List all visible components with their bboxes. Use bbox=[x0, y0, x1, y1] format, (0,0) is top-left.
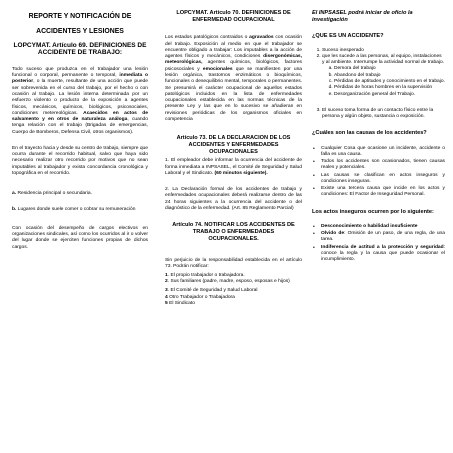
article-74-title: Artículo 74. NOTIFICAR LOS ACCIDENTES DE TRABAJO O ENFERMEDADES OCUPACIONALES. bbox=[172, 222, 295, 242]
question-unsafe-acts: Los actos inseguros ocurren por lo siguiente: bbox=[312, 208, 434, 215]
item-a: a. Residencia principal o secundaria. bbox=[12, 191, 92, 197]
notify-item: 4 Otro Trabajador o Trabajadora bbox=[165, 294, 235, 300]
bullet-icon: • bbox=[313, 223, 315, 230]
list-item: • Existe una tercera causa que incide en los actos y condiciones: El Factor de Inseguridad Personal. bbox=[313, 186, 445, 198]
list-item: • Desconocimiento o habilidad insuficiente bbox=[313, 223, 418, 230]
bullet-icon: • bbox=[313, 145, 315, 152]
list-item: • Indiferencia de actitud a la protección y seguridad: conoce la regla y la causa que puede ocasionar el incumplimiento. bbox=[313, 244, 445, 263]
accident-definition-paragraph: Todo suceso que produzca en el trabajador una lesión funcional o corporal, permanente o temporal, inmediata o posterior, o la muerte, resultante de una acción que puede ser sobrevenida en el curso del trabajo, por el hecho o con ocasión al trabajo. La lesión interna determinada por un esfuerzo violento o producto de la exposición a agentes físicos, mecánicos, químicos, biológicos, psicosociales, condiciones metereológicas. Acaecidos en actos de salvamento y en otros de naturaleza análoga, cuando tenga relación con el trabajo (Brigadas de emergencias, Cuerpo de Bomberos, Defensa Civil, otros organismos). bbox=[12, 66, 149, 135]
accident-definition-list bbox=[312, 48, 445, 98]
question-what-is-accident: ¿QUE ES UN ACCIDENTE? bbox=[312, 32, 384, 39]
list-item: 3. El suceso toma forma de un contacto físico entre la persona y algún objeto, sustancia o exposición. bbox=[322, 108, 445, 121]
list-item: • Olvido de: Omisión de un paso, de una regla, de una tarea. bbox=[313, 231, 445, 243]
list-item: c. Pérdidas de aptitudes y conocimiento en el trabajo. bbox=[334, 79, 445, 85]
list-item: e. Desorganización general del Trabajo. bbox=[334, 92, 445, 98]
declaration-point-1: 1. El empleador debe informar la ocurrencia del accidente de forma inmediata a INPSASEL, el Comité de Seguridad y Salud Laboral y el Sindicato. (60 minutos siguiente). bbox=[165, 158, 302, 176]
inpsasel-heading: El INPSASEL podrá iniciar de oficio la investigación bbox=[312, 10, 413, 24]
bullet-icon: • bbox=[313, 244, 315, 251]
column-accidente bbox=[312, 10, 445, 269]
commute-paragraph: En el trayecto hacia y desde su centro de trabajo, siempre que ocurra durante el recorrido habitual, salvo que haya sido necesario realizar otro recorrido por motivos que no sean imputables al trabajador y exista concordancia cronológica y topográfica en el recorrido. bbox=[12, 145, 148, 176]
notify-item: 5 El Sindicato bbox=[165, 300, 195, 306]
bullet-icon: • bbox=[313, 172, 315, 179]
bullet-icon: • bbox=[313, 159, 315, 166]
list-item: b. Abandono del trabajo bbox=[334, 73, 445, 79]
list-item: • Las causas se clasifican en actos inseguros y condiciones inseguras. bbox=[313, 172, 445, 184]
unsafe-acts-list bbox=[312, 224, 445, 264]
list-item: 1. Suceso inesperado bbox=[322, 48, 445, 54]
list-item: a. Demora del trabajo bbox=[334, 66, 445, 72]
bullet-icon: • bbox=[313, 186, 315, 193]
column-reporte bbox=[12, 10, 148, 257]
article-73-title: Artículo 73. DE LA DECLARACION DE LOS ACCIDENTES Y ENFERMEDADES OCUPACIONALES bbox=[176, 135, 291, 155]
column-enfermedad bbox=[165, 10, 302, 307]
bullet-icon: • bbox=[313, 231, 315, 238]
question-causes: ¿Cuáles son las causas de los accidentes? bbox=[312, 130, 427, 137]
union-paragraph: Con ocasión del desempeño de cargos electivos en organizaciones sindicales, así como los ocurridos al ir o volver del lugar donde se ejerciten funciones propias de dichos cargos. bbox=[12, 225, 148, 250]
notify-item: 1. El propio trabajador o trabajadora. bbox=[165, 272, 245, 278]
notify-intro: Sin perjuicio de la responsabilidad establecida en el artículo 73. Podrán notificar: bbox=[165, 258, 302, 270]
notify-item: 3. El Comité de Seguridad y Salud Laboral bbox=[165, 288, 258, 294]
list-item: 2. que les sucede a las personas, al equipo, instalaciones y al ambiente. Interrumpe la actividad normal de trabajo. a. Demora del trabajo b. Abandono del trabajo c. Pérdidas de aptitudes y conocimiento en el trabajo. d. Pérdidas de horas hombres en la supervisión e. Desorganización general del Trabajo. bbox=[322, 54, 445, 98]
list-item: • Cualquier Cosa que ocasione un incidente, accidente o falla es una causa. bbox=[313, 145, 445, 157]
article-70-title: LOPCYMAT. Artículo 70. DEFINICIONES DE ENFERMEDAD OCUPACIONAL bbox=[176, 10, 291, 23]
causes-list bbox=[312, 146, 445, 199]
disease-definition-paragraph: Los estados patológicos contraidos o agravados con ocasión del trabajo. Exposición al medio en que el trabajador se encuentre obligado a trabajar: Los imputables a la acción de agentes físicos y mecánicos, condiciones disergonómicas, meteorológicas, agentes químicos, biológicos, factores psicosociales y emocionales que se manifiesten por una lesión orgánica, trastornos enzimáticos o bioquímicos, funcionales o desequilibrio mental, temporales o permanentes. Se presumirá el carácter ocupacional de aquellos estados patológicos incluidos en la lista de enfermedades ocupacionales establecida en las normas técnicas de la presente Ley y las que en lo sucesivo se añadieran en revisiones periódicas de los organismos oficiales en competencia bbox=[165, 35, 303, 122]
list-item: d. Pérdidas de horas hombres en la supervisión bbox=[334, 85, 445, 91]
contact-list bbox=[312, 108, 445, 121]
list-item: • Todos los accidentes son ocasionados, tienen causas reales y potenciales. bbox=[313, 159, 445, 171]
notify-item: 2. Sus familiares (padre, madre, esposo, esposas e hijos) bbox=[165, 279, 290, 284]
main-title: REPORTE Y NOTIFICACIÓN DE ACCIDENTES Y LESIONES bbox=[28, 13, 132, 35]
article-69-title: LOPCYMAT. Artículo 69. DEFINICIONES DE ACCIDENTE DE TRABAJO: bbox=[13, 42, 147, 57]
declaration-point-2: 2. La Declaración formal de los accidentes de trabajo y enfermedades ocupacionales deberá realizarse dentro de las 24 horas siguientes a la ocurrencia del accidente o del diagnóstico de la enfermedad. (Art. 85 Reglamento Parcial) bbox=[165, 187, 302, 211]
item-b: b. Lugares donde suele comer o cobrar su remuneración bbox=[12, 207, 136, 213]
notify-list bbox=[165, 273, 302, 307]
